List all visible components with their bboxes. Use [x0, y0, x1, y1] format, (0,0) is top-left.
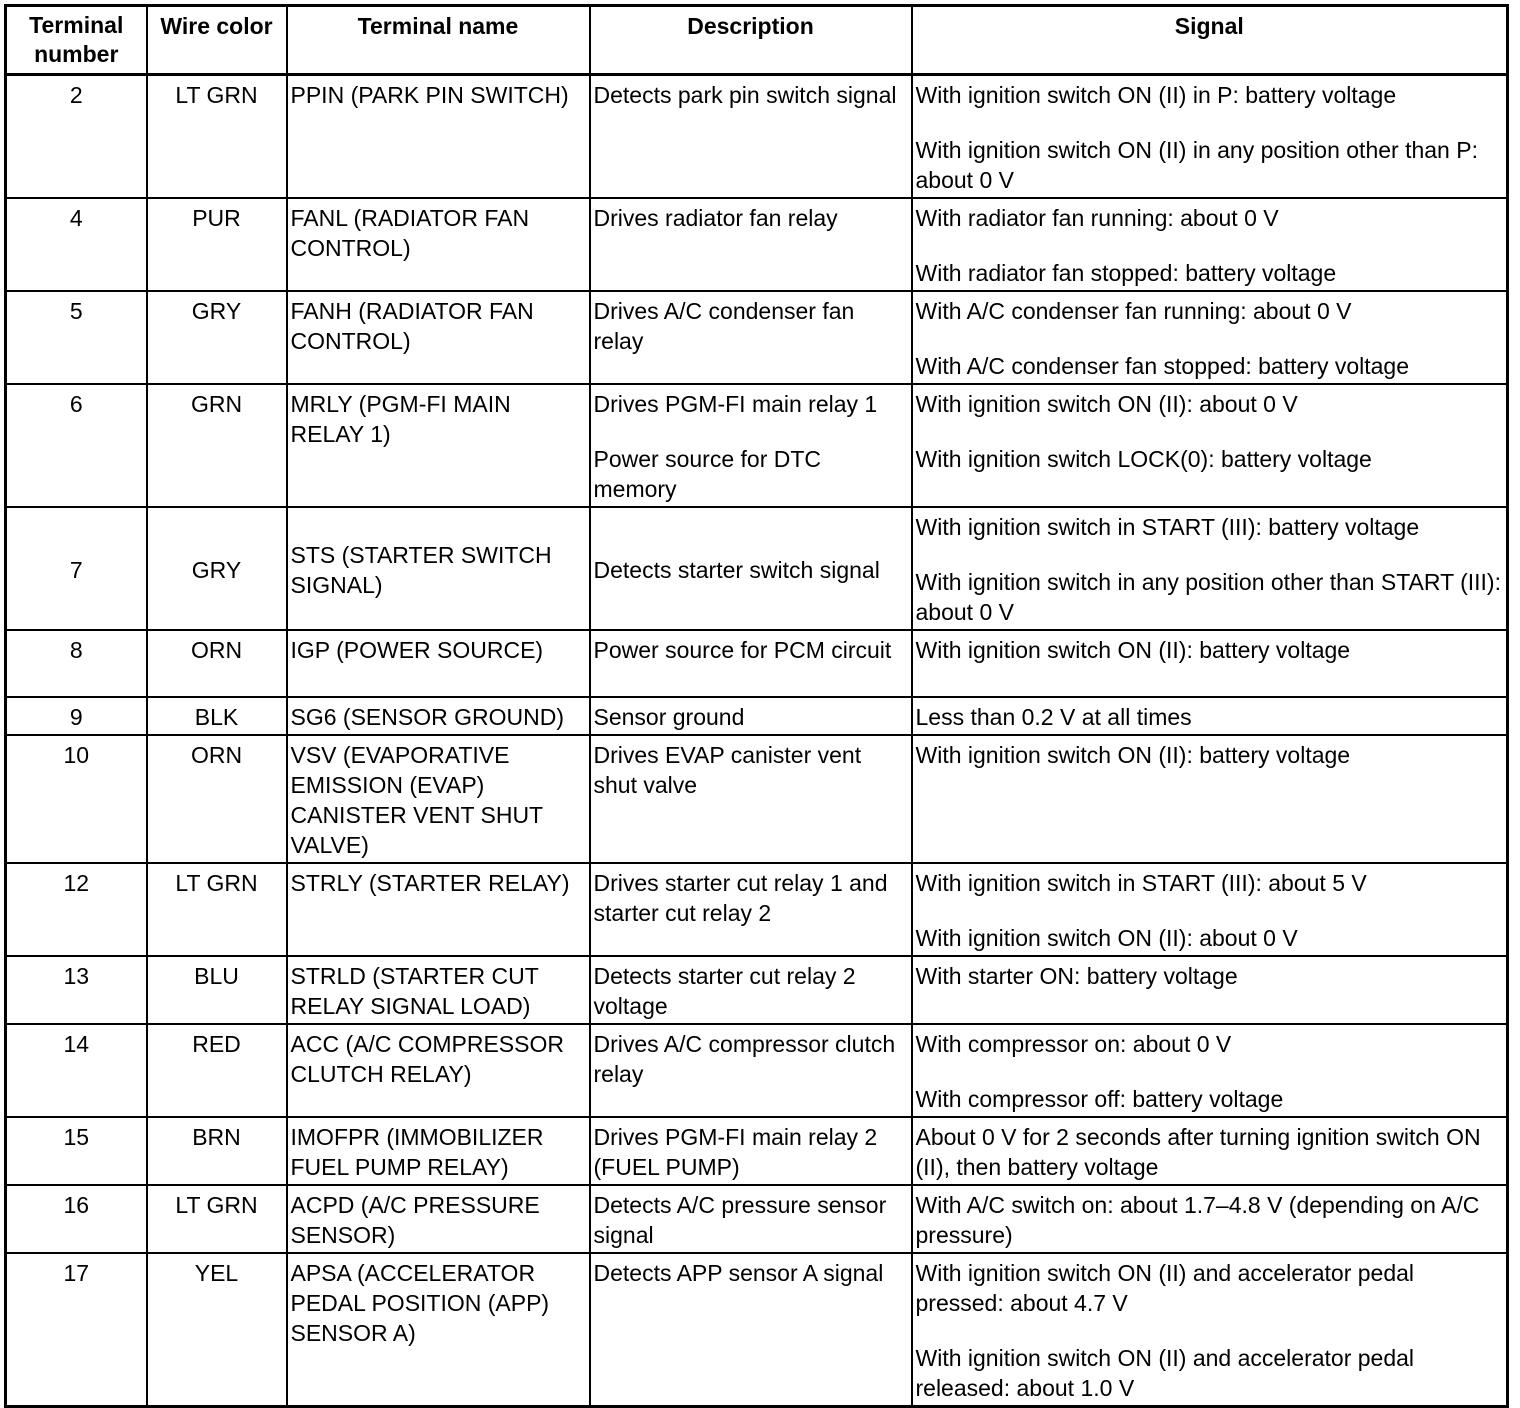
description-text: Drives EVAP canister vent shut valve	[593, 742, 862, 798]
signal-text: With compressor off: battery voltage	[915, 1086, 1284, 1112]
signal-text: With compressor on: about 0 V	[915, 1031, 1232, 1057]
table-row	[6, 1024, 1508, 1117]
table-row	[6, 507, 1508, 630]
header-terminal-name: Terminal name	[287, 6, 590, 75]
signal-text: With ignition switch ON (II) in P: battery voltage	[915, 82, 1397, 108]
table-row	[6, 198, 1508, 291]
terminal-number-cell: 16	[6, 1185, 147, 1253]
signal-text: With ignition switch ON (II): battery voltage	[915, 637, 1351, 663]
terminal-name-cell: FANL (RADIATOR FAN CONTROL)	[287, 198, 590, 291]
signal-text: With ignition switch LOCK(0): battery voltage	[915, 446, 1372, 472]
table-row	[6, 697, 1508, 735]
description-text: Drives radiator fan relay	[593, 205, 838, 231]
signal-text: With ignition switch in START (III): about 5 V	[915, 870, 1367, 896]
signal-text: With A/C condenser fan running: about 0 V	[915, 298, 1352, 324]
terminal-number-cell: 4	[6, 198, 147, 291]
description-cell	[590, 507, 912, 630]
terminal-name-cell: ACC (A/C COMPRESSOR CLUTCH RELAY)	[287, 1024, 590, 1117]
terminal-name-cell: STRLD (STARTER CUT RELAY SIGNAL LOAD)	[287, 956, 590, 1024]
description-cell	[590, 1185, 912, 1253]
description-cell	[590, 697, 912, 735]
table-body	[6, 75, 1508, 1407]
terminal-name-cell: FANH (RADIATOR FAN CONTROL)	[287, 291, 590, 384]
table-row	[6, 384, 1508, 507]
signal-text: With ignition switch in START (III): battery voltage	[915, 514, 1420, 540]
terminal-number-cell: 5	[6, 291, 147, 384]
description-cell	[590, 198, 912, 291]
signal-text: With A/C condenser fan stopped: battery voltage	[915, 353, 1410, 379]
terminal-name-cell: ACPD (A/C PRESSURE SENSOR)	[287, 1185, 590, 1253]
wire-color-cell: YEL	[147, 1253, 287, 1407]
description-text: Drives PGM-FI main relay 1	[593, 391, 878, 417]
wire-color-cell: GRY	[147, 291, 287, 384]
wire-color-cell: BLU	[147, 956, 287, 1024]
header-signal: Signal	[912, 6, 1508, 75]
terminal-name-cell: IGP (POWER SOURCE)	[287, 630, 590, 697]
signal-cell	[912, 1185, 1508, 1253]
table-row	[6, 630, 1508, 697]
description-cell	[590, 735, 912, 863]
wire-color-cell: RED	[147, 1024, 287, 1117]
signal-cell	[912, 1253, 1508, 1407]
wire-color-cell: GRY	[147, 507, 287, 630]
signal-cell	[912, 697, 1508, 735]
terminal-number-cell: 14	[6, 1024, 147, 1117]
signal-text: With radiator fan stopped: battery voltage	[915, 260, 1337, 286]
terminal-name-cell: APSA (ACCELERATOR PEDAL POSITION (APP) SENSOR A)	[287, 1253, 590, 1407]
description-text: Detects park pin switch signal	[593, 82, 897, 108]
signal-text: Less than 0.2 V at all times	[915, 704, 1192, 730]
description-text: Power source for DTC memory	[593, 446, 822, 502]
terminal-number-cell: 13	[6, 956, 147, 1024]
description-text: Power source for PCM circuit	[593, 637, 892, 663]
wire-color-cell: BLK	[147, 697, 287, 735]
terminal-number-cell: 7	[6, 507, 147, 630]
header-description: Description	[590, 6, 912, 75]
signal-cell	[912, 384, 1508, 507]
description-cell	[590, 384, 912, 507]
wire-color-cell: GRN	[147, 384, 287, 507]
terminal-name-cell: PPIN (PARK PIN SWITCH)	[287, 75, 590, 199]
description-text: Drives A/C condenser fan relay	[593, 298, 855, 354]
signal-cell	[912, 863, 1508, 956]
table-row	[6, 956, 1508, 1024]
description-cell	[590, 291, 912, 384]
terminal-number-cell: 15	[6, 1117, 147, 1185]
terminal-number-cell: 2	[6, 75, 147, 199]
terminal-table	[4, 4, 1509, 1408]
description-text: Sensor ground	[593, 704, 745, 730]
signal-cell	[912, 291, 1508, 384]
wire-color-cell: LT GRN	[147, 1185, 287, 1253]
header-wire-color: Wire color	[147, 6, 287, 75]
wire-color-cell: ORN	[147, 735, 287, 863]
table-row	[6, 291, 1508, 384]
signal-cell	[912, 507, 1508, 630]
description-text: Drives starter cut relay 1 and starter cut relay 2	[593, 870, 888, 926]
terminal-name-cell: MRLY (PGM-FI MAIN RELAY 1)	[287, 384, 590, 507]
terminal-number-cell: 8	[6, 630, 147, 697]
terminal-table-container	[4, 4, 1509, 1408]
wire-color-cell: LT GRN	[147, 75, 287, 199]
table-row	[6, 863, 1508, 956]
table-row	[6, 75, 1508, 199]
description-text: Detects starter cut relay 2 voltage	[593, 963, 856, 1019]
terminal-name-cell: STRLY (STARTER RELAY)	[287, 863, 590, 956]
signal-cell	[912, 735, 1508, 863]
signal-cell	[912, 1117, 1508, 1185]
description-text: Detects starter switch signal	[593, 556, 880, 583]
signal-cell	[912, 630, 1508, 697]
signal-text: With ignition switch ON (II): battery voltage	[915, 742, 1351, 768]
description-cell	[590, 956, 912, 1024]
terminal-name-cell: VSV (EVAPORATIVE EMISSION (EVAP) CANISTER VENT SHUT VALVE)	[287, 735, 590, 863]
description-cell	[590, 1024, 912, 1117]
signal-text: With starter ON: battery voltage	[915, 963, 1238, 989]
table-row	[6, 1253, 1508, 1407]
description-cell	[590, 863, 912, 956]
signal-cell	[912, 956, 1508, 1024]
description-cell	[590, 1253, 912, 1407]
terminal-number-cell: 9	[6, 697, 147, 735]
terminal-name-cell: SG6 (SENSOR GROUND)	[287, 697, 590, 735]
signal-text: With ignition switch ON (II): about 0 V	[915, 391, 1298, 417]
terminal-name-cell: STS (STARTER SWITCH SIGNAL)	[287, 507, 590, 630]
header-terminal-number: Terminal number	[6, 6, 147, 75]
signal-cell	[912, 75, 1508, 199]
signal-cell	[912, 198, 1508, 291]
description-text: Detects A/C pressure sensor signal	[593, 1192, 887, 1248]
wire-color-cell: PUR	[147, 198, 287, 291]
table-header-row	[6, 6, 1508, 75]
terminal-name-cell: IMOFPR (IMMOBILIZER FUEL PUMP RELAY)	[287, 1117, 590, 1185]
signal-text: With ignition switch in any position other than START (III): about 0 V	[915, 569, 1501, 625]
description-cell	[590, 1117, 912, 1185]
table-row	[6, 1117, 1508, 1185]
description-text: Detects APP sensor A signal	[593, 1260, 884, 1286]
wire-color-cell: BRN	[147, 1117, 287, 1185]
description-cell	[590, 75, 912, 199]
wire-color-cell: ORN	[147, 630, 287, 697]
signal-cell	[912, 1024, 1508, 1117]
description-cell	[590, 630, 912, 697]
terminal-number-cell: 10	[6, 735, 147, 863]
signal-text: With ignition switch ON (II) in any position other than P: about 0 V	[915, 137, 1478, 193]
table-row	[6, 735, 1508, 863]
terminal-number-cell: 17	[6, 1253, 147, 1407]
table-row	[6, 1185, 1508, 1253]
signal-text: About 0 V for 2 seconds after turning ignition switch ON (II), then battery voltage	[915, 1124, 1481, 1180]
wire-color-cell: LT GRN	[147, 863, 287, 956]
signal-text: With ignition switch ON (II) and accelerator pedal released: about 1.0 V	[915, 1345, 1415, 1401]
signal-text: With radiator fan running: about 0 V	[915, 205, 1279, 231]
terminal-number-cell: 6	[6, 384, 147, 507]
signal-text: With ignition switch ON (II) and accelerator pedal pressed: about 4.7 V	[915, 1260, 1415, 1316]
terminal-number-cell: 12	[6, 863, 147, 956]
signal-text: With ignition switch ON (II): about 0 V	[915, 925, 1298, 951]
signal-text: With A/C switch on: about 1.7–4.8 V (depending on A/C pressure)	[915, 1192, 1480, 1248]
description-text: Drives A/C compressor clutch relay	[593, 1031, 896, 1087]
description-text: Drives PGM-FI main relay 2 (FUEL PUMP)	[593, 1124, 878, 1180]
